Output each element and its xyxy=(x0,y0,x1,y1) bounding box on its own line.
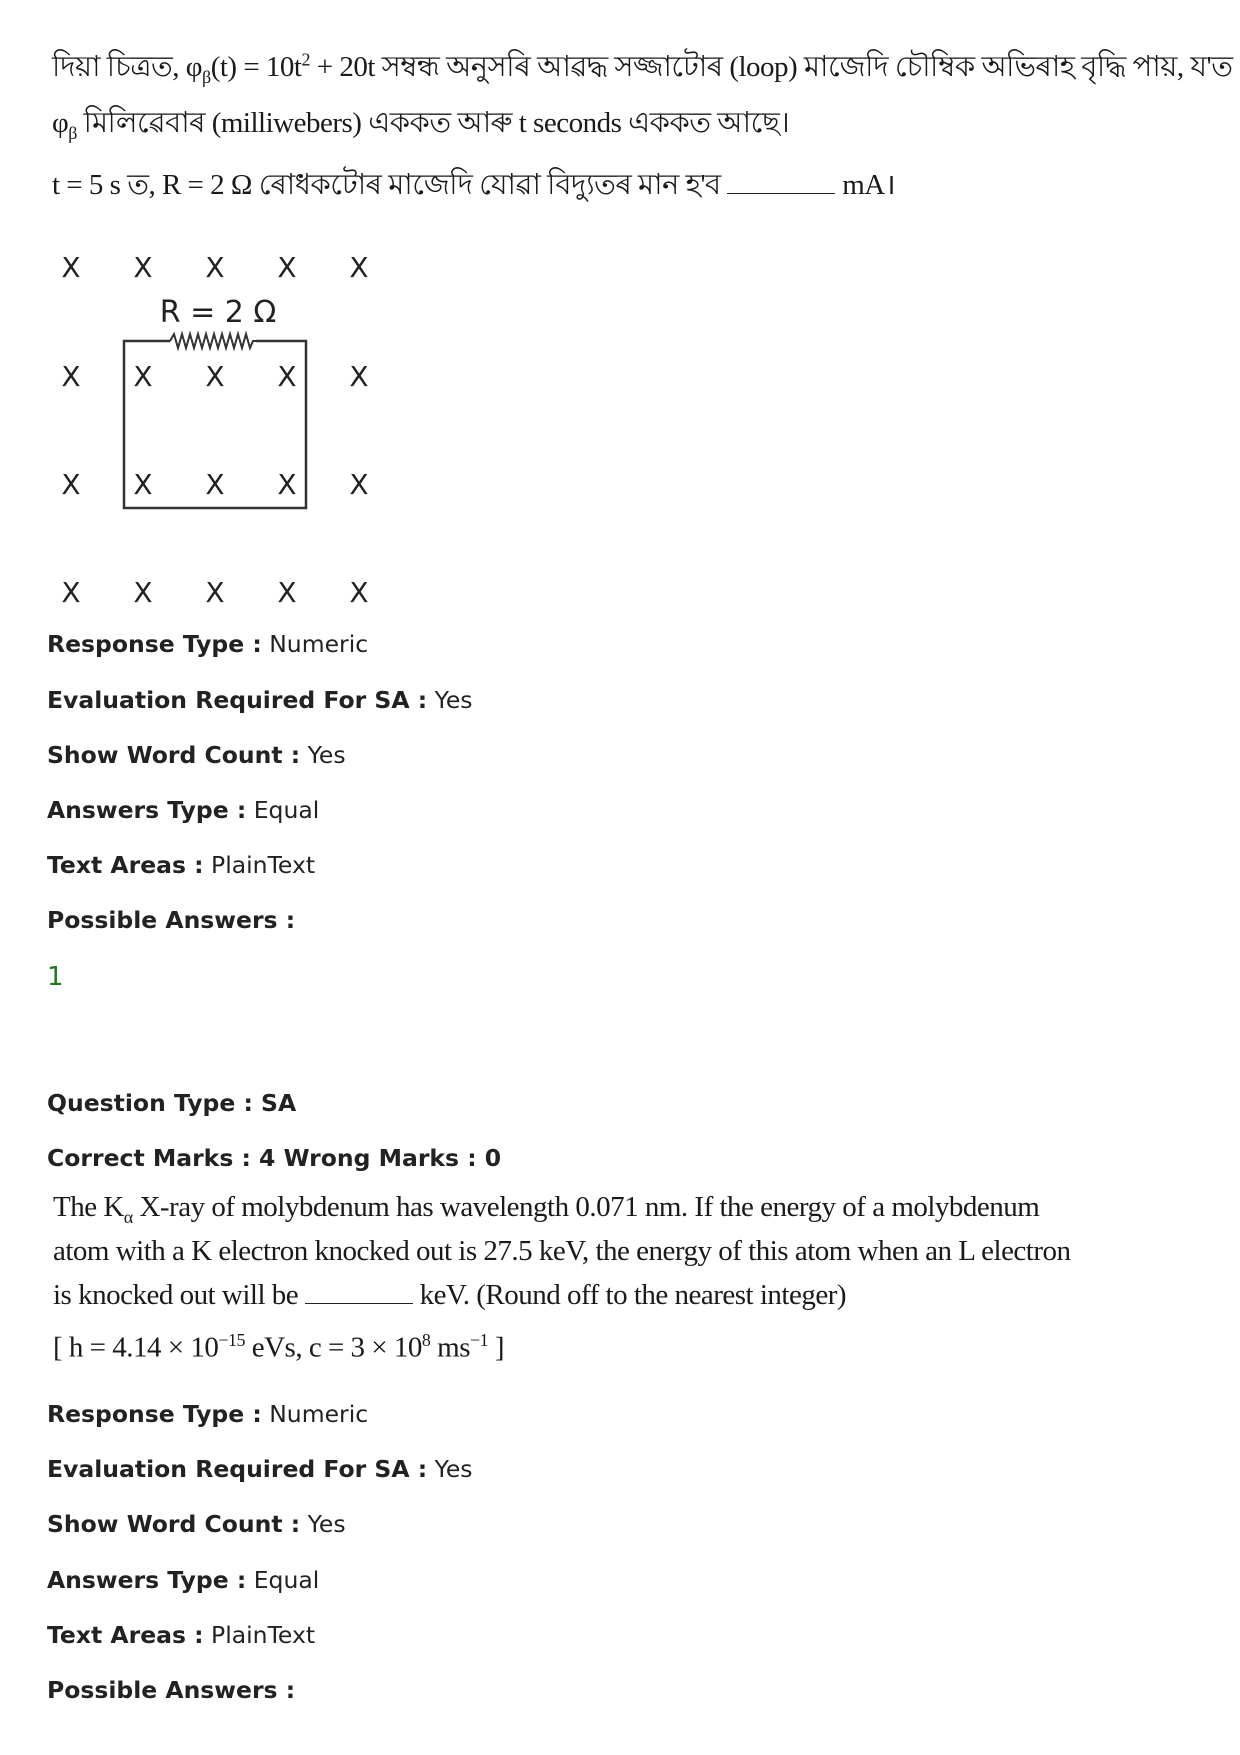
text-areas-value: PlainText xyxy=(211,851,316,879)
response-type-value: Numeric xyxy=(269,1400,369,1428)
answer-blank xyxy=(305,1281,413,1304)
show-word-count-label: Show Word Count : xyxy=(47,1510,301,1538)
possible-answers-label: Possible Answers : xyxy=(47,906,296,934)
text-areas-row xyxy=(47,851,315,879)
q1-text-line-1 xyxy=(52,44,1233,93)
field-x-mark: X xyxy=(349,576,369,609)
answers-type-row xyxy=(47,796,319,824)
phi-subscript: β xyxy=(202,66,211,87)
show-word-count-row xyxy=(47,741,346,769)
constants-end: ] xyxy=(488,1331,505,1364)
possible-answers-label: Possible Answers : xyxy=(47,1676,296,1704)
possible-answer-value: 1 xyxy=(47,962,64,992)
q2-constants-line xyxy=(53,1330,504,1365)
phi-symbol: φ xyxy=(52,107,69,139)
constants-mid: eVs, c = 3 × 10 xyxy=(244,1331,422,1364)
field-x-mark: X xyxy=(349,251,369,284)
possible-answers-row xyxy=(47,906,295,934)
response-type-row xyxy=(47,630,368,658)
equation-exponent: 2 xyxy=(301,49,310,70)
marks-text: Correct Marks : 4 Wrong Marks : 0 xyxy=(47,1144,502,1172)
text-areas-row xyxy=(47,1621,315,1649)
field-x-mark: X xyxy=(61,576,81,609)
q2-line1-post: X-ray of molybdenum has wavelength 0.071 nm. If the energy of a molybdenum xyxy=(132,1191,1040,1223)
q2-line1-pre: The K xyxy=(53,1191,124,1223)
phi-symbol: φ xyxy=(185,51,203,83)
text-areas-value: PlainText xyxy=(211,1621,316,1649)
field-x-mark: X xyxy=(133,576,153,609)
q2-text-line-2: atom with a K electron knocked out is 27.5 keV, the energy of this atom when an L electron xyxy=(53,1235,1071,1267)
question-type xyxy=(47,1089,296,1117)
show-word-count-row xyxy=(47,1510,346,1538)
resistor-symbol xyxy=(170,334,256,348)
constants-pre: [ h = 4.14 × 10 xyxy=(53,1331,219,1364)
field-x-mark: X xyxy=(133,251,153,284)
constants-exponent: −1 xyxy=(470,1330,489,1350)
equation-end: + 20t xyxy=(309,51,375,83)
text-areas-label: Text Areas : xyxy=(47,851,204,879)
answers-type-label: Answers Type : xyxy=(47,796,247,824)
field-x-mark: X xyxy=(349,360,369,393)
field-x-mark: X xyxy=(349,468,369,501)
evaluation-required-value: Yes xyxy=(434,686,473,714)
response-type-label: Response Type : xyxy=(47,1400,262,1428)
q2-line3-post: keV. (Round off to the nearest integer) xyxy=(412,1279,847,1311)
q1-line3-post: mA। xyxy=(835,169,896,201)
constants-exponent: −15 xyxy=(218,1330,245,1350)
field-x-mark: X xyxy=(61,468,81,501)
q1-line2-post: মিলিৱেবাৰ (milliwebers) এককত আৰু t seconds এককত আছে। xyxy=(76,107,790,139)
phi-subscript: β xyxy=(68,122,77,143)
field-x-mark: X xyxy=(205,576,225,609)
constants-exponent: 8 xyxy=(421,1330,431,1350)
answers-type-value: Equal xyxy=(253,796,320,824)
field-x-mark: X xyxy=(133,360,153,393)
q1-line1-post: সম্বন্ধ অনুসৰি আৱদ্ধ সজ্জাটোৰ (loop) মাজেদি চৌম্বিক অভিৰাহ বৃদ্ধি পায়, য'ত xyxy=(374,51,1233,83)
field-x-mark: X xyxy=(133,468,153,501)
q1-text-line-2 xyxy=(52,100,789,149)
field-x-mark: X xyxy=(61,360,81,393)
response-type-row xyxy=(47,1400,368,1428)
show-word-count-label: Show Word Count : xyxy=(47,741,301,769)
field-x-mark: X xyxy=(277,251,297,284)
evaluation-required-value: Yes xyxy=(434,1455,473,1483)
text-areas-label: Text Areas : xyxy=(47,1621,204,1649)
k-alpha-subscript: α xyxy=(123,1206,133,1227)
field-x-mark: X xyxy=(277,468,297,501)
show-word-count-value: Yes xyxy=(307,1510,346,1538)
equation-part: (t) = 10t xyxy=(210,51,302,83)
q2-line3-pre: is knocked out will be xyxy=(53,1279,305,1311)
response-type-label: Response Type : xyxy=(47,630,262,658)
field-x-mark: X xyxy=(61,251,81,284)
answers-type-label: Answers Type : xyxy=(47,1566,247,1594)
q1-text-line-3 xyxy=(52,162,895,211)
possible-answers-row xyxy=(47,1676,295,1704)
field-x-mark: X xyxy=(205,468,225,501)
q1-line1-pre: দিয়া চিত্ৰত, xyxy=(52,51,186,83)
evaluation-required-label: Evaluation Required For SA : xyxy=(47,686,428,714)
answers-type-row xyxy=(47,1566,319,1594)
question-type-text: Question Type : SA xyxy=(47,1089,297,1117)
marks-row xyxy=(47,1144,501,1172)
q2-text-line-3 xyxy=(53,1279,846,1312)
evaluation-required-row xyxy=(47,686,473,714)
q1-line3-pre: t = 5 s ত, R = 2 Ω ৰোধকটোৰ মাজেদি যোৱা বিদ্যুতৰ মান হ'ব xyxy=(52,169,728,201)
q2-text-line-1 xyxy=(53,1191,1039,1228)
field-x-mark: X xyxy=(205,251,225,284)
field-x-mark: X xyxy=(277,360,297,393)
field-x-mark: X xyxy=(277,576,297,609)
circuit-figure xyxy=(40,240,400,620)
response-type-value: Numeric xyxy=(269,630,369,658)
evaluation-required-label: Evaluation Required For SA : xyxy=(47,1455,428,1483)
constants-post: ms xyxy=(430,1331,470,1364)
answer-blank xyxy=(727,171,835,194)
show-word-count-value: Yes xyxy=(307,741,346,769)
evaluation-required-row xyxy=(47,1455,473,1483)
answers-type-value: Equal xyxy=(253,1566,320,1594)
resistor-label: R = 2 Ω xyxy=(159,295,277,330)
field-x-mark: X xyxy=(205,360,225,393)
